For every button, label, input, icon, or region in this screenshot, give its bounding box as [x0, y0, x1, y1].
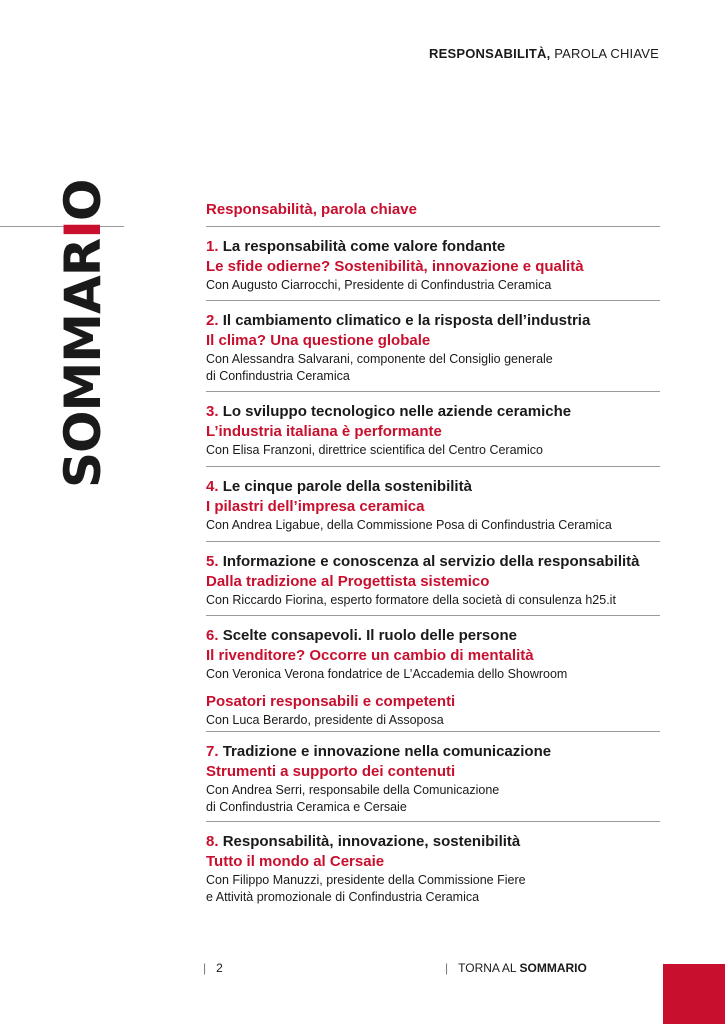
- entry-subtitle: Le sfide odierne? Sostenibilità, innovazione e qualità: [206, 258, 584, 275]
- toc-entry-4[interactable]: [206, 467, 660, 542]
- entry-byline: Con Filippo Manuzzi, presidente della Commissione Fiere: [206, 873, 526, 887]
- entry-subtitle: Il rivenditore? Occorre un cambio di mentalità: [206, 647, 534, 664]
- toc-entry-2[interactable]: [206, 301, 660, 392]
- entry-byline: Con Veronica Verona fondatrice de L’Accademia dello Showroom: [206, 667, 568, 681]
- entry-subtitle: Tutto il mondo al Cersaie: [206, 853, 385, 870]
- running-head-bold: RESPONSABILITÀ,: [429, 46, 551, 61]
- entry-byline: di Confindustria Ceramica e Cersaie: [206, 800, 407, 814]
- toc-entry-3[interactable]: [206, 392, 660, 467]
- entry-byline: Con Alessandra Salvarani, componente del Consiglio generale: [206, 352, 553, 366]
- toc-entry-8[interactable]: [206, 822, 660, 912]
- back-link-light: TORNA AL: [458, 961, 517, 975]
- entry-title: 4. Le cinque parole della sostenibilità: [206, 478, 472, 495]
- running-head: [429, 46, 659, 61]
- footer-separator: |: [445, 961, 449, 975]
- entry-byline: Con Riccardo Fiorina, esperto formatore della società di consulenza h25.it: [206, 593, 616, 607]
- toc-entry-5[interactable]: [206, 542, 660, 616]
- toc-entry-7[interactable]: [206, 732, 660, 822]
- entry-byline: Con Augusto Ciarrocchi, Presidente di Confindustria Ceramica: [206, 278, 552, 292]
- entry-subtitle-2: Posatori responsabili e competenti: [206, 693, 456, 710]
- entry-number: 5.: [206, 553, 219, 570]
- entry-byline: Con Andrea Ligabue, della Commissione Posa di Confindustria Ceramica: [206, 518, 612, 532]
- entry-subtitle: I pilastri dell’impresa ceramica: [206, 498, 425, 515]
- toc-entry-6[interactable]: [206, 616, 660, 732]
- entry-number: 8.: [206, 833, 219, 850]
- entry-number: 7.: [206, 743, 219, 760]
- footer-page-number: [203, 961, 223, 975]
- entry-title: 2. Il cambiamento climatico e la risposta dell’industria: [206, 312, 591, 329]
- entry-number: 3.: [206, 403, 219, 420]
- sommario-title-part2: O: [54, 179, 112, 222]
- corner-accent-block: [663, 964, 725, 1024]
- entry-byline: Con Andrea Serri, responsabile della Comunicazione: [206, 783, 500, 797]
- entry-subtitle: L’industria italiana è performante: [206, 423, 442, 440]
- running-head-light: PAROLA CHIAVE: [554, 46, 659, 61]
- entry-title: 8. Responsabilità, innovazione, sostenibilità: [206, 833, 521, 850]
- entry-subtitle: Il clima? Una questione globale: [206, 332, 431, 349]
- back-to-sommario-link[interactable]: [445, 961, 587, 975]
- entry-title: 6. Scelte consapevoli. Il ruolo delle persone: [206, 627, 517, 644]
- entry-byline: Con Elisa Franzoni, direttrice scientifica del Centro Ceramico: [206, 443, 543, 457]
- entry-byline-2: Con Luca Berardo, presidente di Assoposa: [206, 713, 444, 727]
- entry-byline: di Confindustria Ceramica: [206, 369, 350, 383]
- entry-title: 7. Tradizione e innovazione nella comunicazione: [206, 743, 552, 760]
- page-number: 2: [216, 961, 223, 975]
- sommario-vertical-title: [54, 158, 120, 488]
- entry-subtitle: Dalla tradizione al Progettista sistemico: [206, 573, 490, 590]
- entry-title: 1. La responsabilità come valore fondante: [206, 238, 506, 255]
- footer-separator: |: [203, 961, 207, 975]
- back-link-bold: SOMMARIO: [519, 961, 587, 975]
- entry-title: 3. Lo sviluppo tecnologico nelle aziende ceramiche: [206, 403, 572, 420]
- entry-number: 6.: [206, 627, 219, 644]
- table-of-contents: [206, 200, 660, 912]
- entry-subtitle: Strumenti a supporto dei contenuti: [206, 763, 456, 780]
- entry-title: 5. Informazione e conoscenza al servizio della responsabilità: [206, 553, 640, 570]
- sommario-title-accent: I: [54, 221, 112, 239]
- entry-byline: e Attività promozionale di Confindustria Ceramica: [206, 890, 480, 904]
- entry-number: 4.: [206, 478, 219, 495]
- toc-intro-link[interactable]: Responsabilità, parola chiave: [206, 200, 660, 227]
- sommario-title-part1: SOMMAR: [54, 238, 112, 488]
- entry-number: 1.: [206, 238, 219, 255]
- entry-number: 2.: [206, 312, 219, 329]
- toc-entry-1[interactable]: [206, 227, 660, 301]
